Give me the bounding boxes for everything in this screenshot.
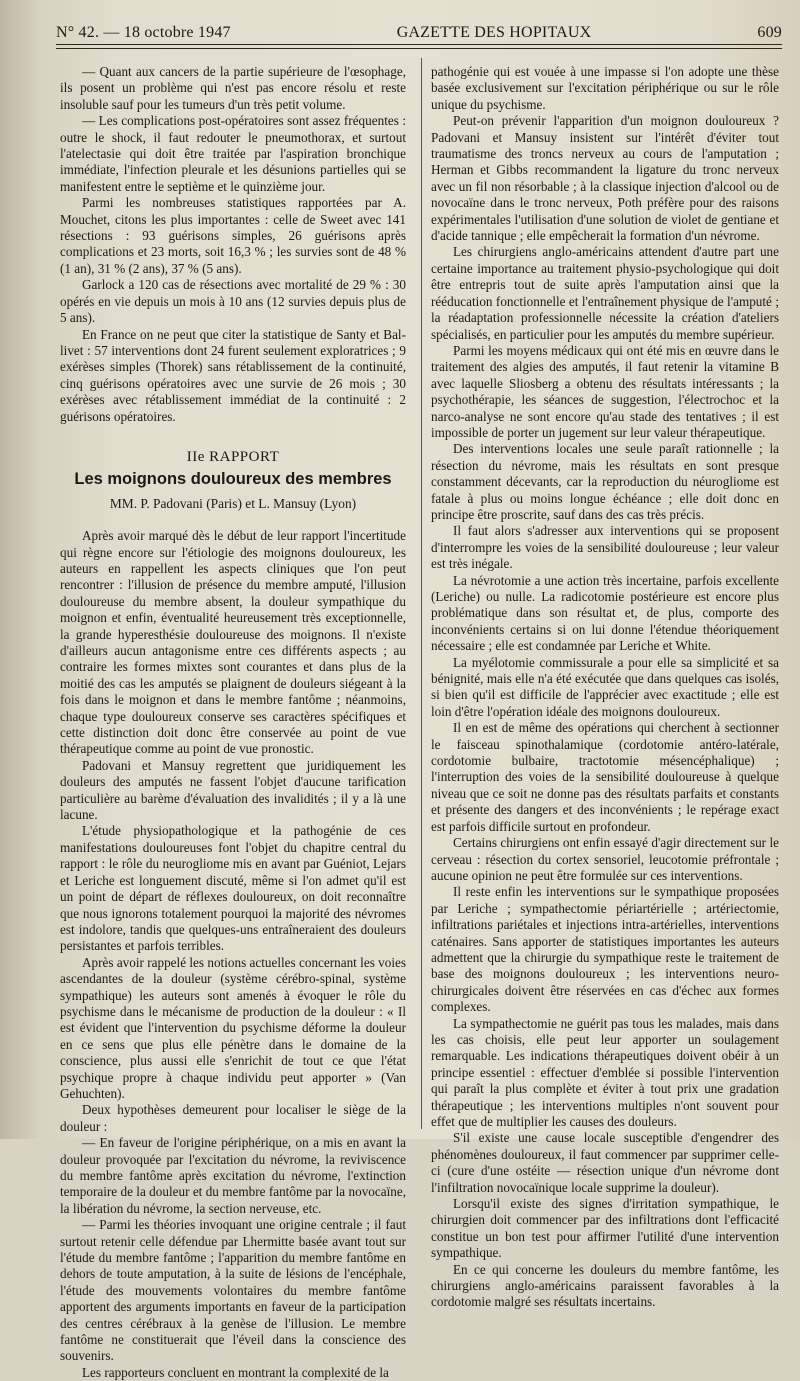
paragraph: Il reste enfin les interventions sur le sympathique proposées par Leriche ; sympathectomie périartérielle ; artériectomie, infiltrations pariétales et injections intra-artérielles, interventions caténaires. Sans apporter de statistiques importantes les auteurs admettent que la chirurgie du sympathique reste le traitement de base des moignons douloureux ; les interventions neuro-chirurgicales doivent être réservées en cas d'échec aux formes complexes. — [431, 884, 779, 1015]
paragraph: Padovani et Mansuy regrettent que juridiquement les douleurs des amputés ne fassent l'objet d'aucune tarification particulière au barème d'évaluation des invalidités ; il y a là une lacune. — [60, 757, 406, 823]
paragraph: En ce qui concerne les douleurs du membre fantôme, les chirurgiens anglo-américains paraissent favorables à la cordotomie malgré ses résultats incertains. — [431, 1261, 779, 1310]
paragraph: Parmi les nombreuses statistiques rapportées par A. Mouchet, citons les plus importantes : celle de Sweet avec 141 résections : 93 guérisons simples, 26 guérisons après complications et 23 morts, soit 16,3 % ; les survies sont de 48 % (1 an), 31 % (2 ans), 37 % (5 ans). — [60, 195, 406, 276]
paragraph: — Les complications post-opératoires sont assez fréquentes : outre le shock, il faut redouter le pneumothorax, et surtout l'atelectasie qui doit être traitée par l'aspiration bronchique immédiate, l'infection pleurale et les désunions partielles qui se manifestent entre le septième et le quinzième jour. — [60, 113, 406, 194]
paragraph: Après avoir marqué dès le début de leur rapport l'incertitude qui règne encore sur l'étiologie des moignons douloureux, les auteurs en rappellent les aspects cliniques que l'on peut rencontrer : l'illusion de présence du membre amputé, l'illusion douloureuse du membre absent, la douleur sympathique du moignon et enfin, éventualité heureusement très exceptionnelle, la grande hyperesthésie douloureuse des moignons. Il n'existe d'ailleurs aucun antagonisme entre ces différents aspects ; au contraire les formes mixtes sont courantes et dans plus de la moitié des cas les amputés se plaignent de douleurs siégeant à la fois dans le moignon et dans le membre fantôme ; néanmoins, chaque type douloureux conserve ses caractères spécifiques et cette distinction doit donc être conservée au point de vue thérapeutique comme au point de vue pronostic. — [60, 528, 406, 757]
paragraph: La myélotomie commissurale a pour elle sa simplicité et sa bénignité, mais elle n'a été exécutée que dans quelques cas isolés, si bien qu'il est difficile de l'apprécier avec exactitude ; elle est loin d'être l'opération idéale des moignons douloureux. — [431, 654, 779, 719]
paragraph: Peut-on prévenir l'apparition d'un moignon douloureux ? Padovani et Mansuy insistent sur l'intérêt d'éviter tout traumatisme des troncs nerveux au cours de l'amputation ; Herman et Gibbs recommandent la ligature du tronc nerveux avec un fil non résorbable ; à la classique injection d'alcool ou de novocaïne dans le tronc nerveux, Poth préfère pour des raisons expérimentales l'utilisation d'une solution de violet de gentiane et d'acide tannique ; elle empêcherait la formation d'un névrome. — [431, 113, 779, 244]
paragraph: Des interventions locales une seule paraît rationnelle ; la résection du névrome, mais les résultats en sont presque constamment décevants, car la reproduction du néurogliome est fatale à plus ou moins longue échéance ; elle doit donc en principe être proscrite, sauf dans des cas très précis. — [431, 441, 779, 522]
left-column — [60, 64, 406, 1381]
column-divider — [421, 58, 422, 1129]
page-header — [56, 2, 782, 42]
paragraph: Les rapporteurs concluent en montrant la complexité de la — [82, 1364, 389, 1380]
paragraph: L'étude physiopathologique et la pathogénie de ces manifestations douloureuses font l'objet du chapitre central du rapport : le rôle du neurogliome mis en avant par Guéniot, Lejars et Leriche est longuement discuté, même si l'on admet qu'il est un point de départ de réflexes douloureux, on doit reconnaître que nous ignorons totalement pourquoi la majorité des névromes est indolore, tandis que quelques-uns entraîneraient des douleurs persistantes et parfois terribles. — [60, 823, 406, 954]
paragraph: Les chirurgiens anglo-américains attendent d'autre part une certaine importance au traitement physio-psychologique qui doit être entrepris tout de suite après l'amputation ainsi que la rééducation fonctionnelle et l'entraînement physique de l'amputé ; la réadaptation professionnelle nécessite la création d'ateliers spécialisés, en particulier pour les amputés du membre supérieur. — [431, 244, 779, 342]
paragraph-continued: pathogénie qui est vouée à une impasse si l'on adopte une thèse basée exclusivement sur l'excitation périphérique ou sur le rôle unique du psychisme. — [431, 64, 779, 112]
paragraph: Garlock a 120 cas de résections avec mortalité de 29 % : 30 opérés en vie depuis un mois à 10 ans (12 survies depuis plus de 5 ans). — [60, 277, 406, 326]
section-authors: MM. P. Padovani (Paris) et L. Mansuy (Lyon) — [109, 495, 357, 511]
paragraph: Il en est de même des opérations qui cherchent à sectionner le faisceau spinothalamique (cordotomie antéro-latérale, cordotomie bulbaire, tractotomie mésencéphalique) ; l'interruption des voies de la sensibilité douloureuse à quelque niveau que ce soit ne donne pas des résultats parfaits et constants et présente des dangers et des inconvénients ; le repérage exact est parfois difficile surtout en profondeur. — [431, 720, 779, 834]
paragraph: Certains chirurgiens ont enfin essayé d'agir directement sur le cerveau : résection du cortex sensoriel, leucotomie préfrontale ; aucune opinion ne peut être formulée sur ces interventions. — [431, 835, 779, 883]
paragraph: Il faut alors s'adresser aux interventions qui se proposent d'interrompre les voies de la sensibilité douloureuse ; leur valeur est très inégale. — [431, 523, 779, 572]
paragraph: La sympathectomie ne guérit pas tous les malades, mais dans les cas choisis, elle peut leur apporter un soulagement remarquable. Les indications thérapeutiques doivent obéir à un principe essentiel : effectuer d'emblée si possible l'intervention qui paraît la plus complète et éviter à tout prix une gradation thérapeutique ; les interventions multiples n'ont souvent pour effet que de multiplier les causes des douleurs. — [431, 1015, 779, 1129]
issue-date: N° 42. — 18 octobre 1947 — [56, 24, 231, 41]
paragraph: Après avoir rappelé les notions actuelles concernant les voies ascendantes de la douleur (système cérébro-spinal, système sympathique) les auteurs sont amenés à évoquer le rôle du psychisme dans le mécanisme de production de la douleur : « Il est évident que l'intervention du psychisme déforme la douleur en ce sens que plus elle pénètre dans le domaine de la conscience, plus aussi elle s'enrichit de tout ce que l'état psychique propre à chaque individu peut apporter » (Van Gehuchten). — [60, 954, 406, 1101]
page-number: 609 — [757, 24, 782, 41]
paragraph: Lorsqu'il existe des signes d'irritation sympathique, le chirurgien doit commencer par des infiltrations dont l'efficacité constitue un bon test pour affirmer l'utilité d'une intervention sympathique. — [431, 1196, 779, 1261]
header-rule — [56, 44, 782, 45]
section-title: Les moignons douloureux des membres — [74, 470, 392, 489]
paragraph: — En faveur de l'origine périphérique, on a mis en avant la douleur provoquée par l'excitation du névrome, la reviviscence du membre fantôme après excitation du névrome, l'extinction temporaire de la douleur et du membre fantôme par la novocaïne, la libération du névrome, la section nerveuse, etc. — [60, 1135, 406, 1216]
report-number: IIe RAPPORT — [186, 448, 280, 465]
journal-title: GAZETTE DES HOPITAUX — [396, 24, 592, 41]
paragraph: — Quant aux cancers de la partie supérieure de l'œsophage, ils posent un problème qui n'est pas encore résolu et reste insoluble sauf pour les tumeurs d'un très petit volume. — [60, 64, 406, 112]
paragraph: S'il existe une cause locale susceptible d'engendrer des phénomènes douloureux, il faut commencer par supprimer celle-ci (cure d'une ostéite — résection unique d'un névrome dont l'infiltration novocaïnique locale supprime la douleur). — [431, 1130, 779, 1195]
header-rule-thin — [56, 48, 782, 49]
right-column — [431, 64, 779, 1311]
paragraph: — Parmi les théories invoquant une origine centrale ; il faut surtout retenir celle défendue par Lhermitte basée avant tout sur l'étude du membre fantôme ; l'apparition du membre fantôme en dehors de toute amputation, à la suite de lésions de l'encéphale, l'étude des mouvements volontaires du membre fantôme apportent des arguments importants en faveur de la participation des centres cérébraux à la genèse de l'illusion. Le membre fantôme ne constituerait que l'éveil dans la conscience des souvenirs. — [60, 1217, 406, 1364]
paragraph: Deux hypothèses demeurent pour localiser le siège de la douleur : — [60, 1102, 406, 1134]
paragraph: La névrotomie a une action très incertaine, parfois excellente (Leriche) ou nulle. La radicotomie postérieure est encore plus problématique dans son résultat et, de plus, comporte des inconvénients certains si on lui donne l'étendue théoriquement nécessaire ; elle est condamnée par Leriche et White. — [431, 572, 779, 654]
paragraph: Parmi les moyens médicaux qui ont été mis en œuvre dans le traitement des algies des amputés, il faut retenir la vitamine B avec laquelle Sliosberg a obtenu des résultats intéressants ; la psychothérapie, les séances de suggestion, l'électrochoc et la narco-analyse ne sont encore qu'au stade des tentatives ; il est impossible de porter un jugement sur leur valeur thérapeutique. — [431, 342, 779, 440]
paragraph: En France on ne peut que citer la statistique de Santy et Bal-livet : 57 interventions dont 24 furent seulement exploratrices ; 9 exérèses simples (Thorek) sans rétablissement de la continuité, cinq guérisons opératoires avec une survie de 26 mois ; 30 exérèses avec rétablissement immédiat de la continuité : 2 guérisons opératoires. — [60, 326, 406, 424]
